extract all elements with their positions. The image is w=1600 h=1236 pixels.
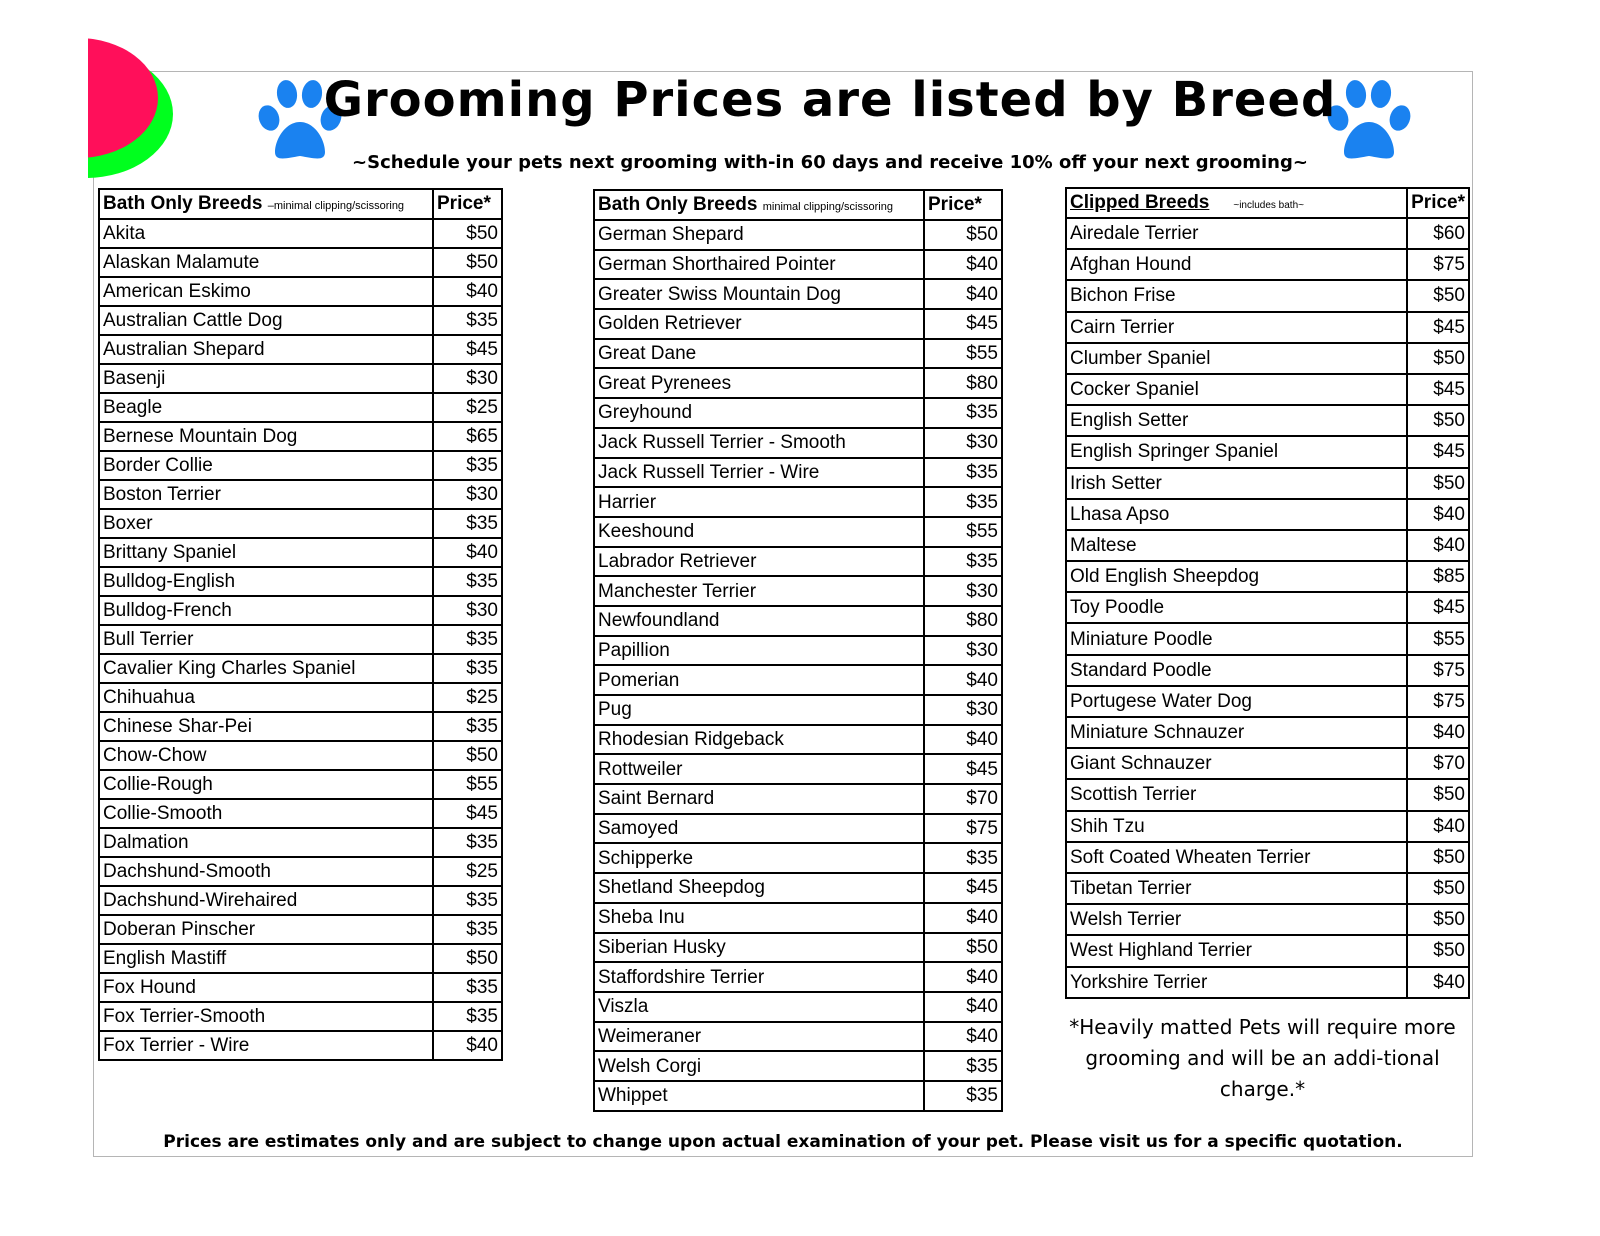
table-row: [99, 857, 502, 886]
breed-price: $40: [924, 279, 1002, 309]
breed-name: Cavalier King Charles Spaniel: [99, 654, 433, 683]
breed-price: $55: [1407, 623, 1469, 654]
breed-price: $80: [924, 368, 1002, 398]
breed-name: Jack Russell Terrier - Wire: [594, 458, 924, 488]
table-row: [99, 393, 502, 422]
breed-name: Scottish Terrier: [1066, 779, 1407, 810]
breed-name: Bichon Frise: [1066, 280, 1407, 311]
breed-price: $85: [1407, 561, 1469, 592]
breed-name: West Highland Terrier: [1066, 935, 1407, 966]
breed-name: Weimeraner: [594, 1022, 924, 1052]
table-row: [99, 509, 502, 538]
breed-price: $45: [433, 799, 502, 828]
page-title: Grooming Prices are listed by Breed: [323, 72, 1337, 128]
table-row: [1066, 967, 1469, 998]
breed-price: $70: [1407, 748, 1469, 779]
table-row: [1066, 717, 1469, 748]
breed-price: $75: [1407, 686, 1469, 717]
breed-price: $45: [924, 754, 1002, 784]
breed-name: Bernese Mountain Dog: [99, 422, 433, 451]
breed-name: Siberian Husky: [594, 933, 924, 963]
table-header-row: [1066, 188, 1469, 218]
breed-price: $40: [1407, 967, 1469, 998]
breed-name: Afghan Hound: [1066, 249, 1407, 280]
table-row: [594, 636, 1002, 666]
table-row: [99, 770, 502, 799]
bath-only-breeds-table-1: [98, 188, 503, 1061]
table-row: [594, 606, 1002, 636]
breed-price: $55: [433, 770, 502, 799]
breed-price: $50: [433, 741, 502, 770]
table-row: [1066, 343, 1469, 374]
breed-price: $35: [433, 567, 502, 596]
table-row: [594, 398, 1002, 428]
breed-price: $30: [924, 428, 1002, 458]
breed-name: Bulldog-English: [99, 567, 433, 596]
breed-name: Labrador Retriever: [594, 547, 924, 577]
breed-name: Cairn Terrier: [1066, 312, 1407, 343]
table-row: [1066, 592, 1469, 623]
table-row: [99, 683, 502, 712]
breed-name: Great Dane: [594, 339, 924, 369]
breed-name: Tibetan Terrier: [1066, 873, 1407, 904]
breed-name: Greater Swiss Mountain Dog: [594, 279, 924, 309]
breed-name: Staffordshire Terrier: [594, 962, 924, 992]
table-row: [1066, 530, 1469, 561]
table-row: [594, 695, 1002, 725]
breed-name: Chow-Chow: [99, 741, 433, 770]
table-row: [594, 903, 1002, 933]
breed-price: $40: [1407, 811, 1469, 842]
table-row: [594, 873, 1002, 903]
table-header-row: [99, 189, 502, 219]
breed-name: Schipperke: [594, 843, 924, 873]
breed-name: Shih Tzu: [1066, 811, 1407, 842]
table-row: [594, 962, 1002, 992]
breed-price: $50: [1407, 873, 1469, 904]
breed-name: Standard Poodle: [1066, 655, 1407, 686]
table-row: [594, 279, 1002, 309]
table-row: [594, 1081, 1002, 1111]
breed-name: English Springer Spaniel: [1066, 436, 1407, 467]
table-row: [1066, 623, 1469, 654]
breed-price: $40: [433, 1031, 502, 1060]
breed-name: Dachshund-Smooth: [99, 857, 433, 886]
breed-name: Rhodesian Ridgeback: [594, 725, 924, 755]
breed-name: Jack Russell Terrier - Smooth: [594, 428, 924, 458]
breed-price: $35: [924, 547, 1002, 577]
breed-price: $50: [924, 933, 1002, 963]
breed-price: $80: [924, 606, 1002, 636]
table-row: [1066, 873, 1469, 904]
breed-column-header: Bath Only Breeds minimal clipping/scissoring: [594, 190, 924, 220]
breed-name: Cocker Spaniel: [1066, 374, 1407, 405]
breed-name: Clumber Spaniel: [1066, 343, 1407, 374]
table-row: [594, 576, 1002, 606]
breed-name: Airedale Terrier: [1066, 218, 1407, 249]
breed-price: $25: [433, 857, 502, 886]
table-row: [1066, 655, 1469, 686]
table-row: [594, 428, 1002, 458]
breed-price: $30: [433, 596, 502, 625]
breed-name: Fox Terrier-Smooth: [99, 1002, 433, 1031]
footer-disclaimer: Prices are estimates only and are subject to change upon actual examination of your pet. Please visit us for a specific quotation.: [163, 1132, 1403, 1152]
breed-name: Brittany Spaniel: [99, 538, 433, 567]
breed-price: $35: [924, 458, 1002, 488]
table-row: [1066, 904, 1469, 935]
clipped-breeds-table: [1065, 187, 1470, 999]
breed-name: Border Collie: [99, 451, 433, 480]
price-column-header: Price*: [433, 189, 502, 219]
table-row: [99, 219, 502, 248]
breed-price: $40: [924, 250, 1002, 280]
breed-name: German Shepard: [594, 220, 924, 250]
breed-price: $50: [1407, 280, 1469, 311]
table-row: [99, 451, 502, 480]
breed-price: $35: [924, 398, 1002, 428]
breed-name: Collie-Rough: [99, 770, 433, 799]
table-row: [594, 992, 1002, 1022]
breed-price: $50: [433, 944, 502, 973]
breed-price: $30: [924, 695, 1002, 725]
breed-name: Shetland Sheepdog: [594, 873, 924, 903]
corner-decoration: [88, 38, 178, 178]
breed-price: $25: [433, 683, 502, 712]
breed-name: Doberan Pinscher: [99, 915, 433, 944]
price-column-header: Price*: [924, 190, 1002, 220]
price-column-header: Price*: [1407, 188, 1469, 218]
table-row: [99, 538, 502, 567]
breed-name: Welsh Terrier: [1066, 904, 1407, 935]
breed-name: Whippet: [594, 1081, 924, 1111]
table-row: [99, 277, 502, 306]
table-row: [1066, 935, 1469, 966]
table-row: [99, 596, 502, 625]
table-row: [99, 741, 502, 770]
breed-price: $35: [433, 915, 502, 944]
breed-name: Fox Terrier - Wire: [99, 1031, 433, 1060]
table-row: [594, 784, 1002, 814]
breed-name: Dachshund-Wirehaired: [99, 886, 433, 915]
table-row: [99, 306, 502, 335]
breed-price: $40: [924, 992, 1002, 1022]
breed-price: $40: [1407, 717, 1469, 748]
table-row: [594, 814, 1002, 844]
table-row: [594, 1051, 1002, 1081]
table-row: [594, 220, 1002, 250]
breed-price: $75: [924, 814, 1002, 844]
breed-price: $35: [924, 487, 1002, 517]
breed-name: Manchester Terrier: [594, 576, 924, 606]
breed-name: Pomerian: [594, 665, 924, 695]
breed-price: $40: [1407, 499, 1469, 530]
table-row: [594, 250, 1002, 280]
breed-price: $35: [433, 828, 502, 857]
breed-name: English Setter: [1066, 405, 1407, 436]
breed-price: $70: [924, 784, 1002, 814]
breed-price: $35: [433, 451, 502, 480]
breed-price: $35: [433, 509, 502, 538]
breed-name: Beagle: [99, 393, 433, 422]
breed-name: Australian Cattle Dog: [99, 306, 433, 335]
table-row: [1066, 218, 1469, 249]
breed-column-header: Bath Only Breeds –minimal clipping/scissoring: [99, 189, 433, 219]
table-row: [99, 973, 502, 1002]
breed-name: Bull Terrier: [99, 625, 433, 654]
breed-name: Soft Coated Wheaten Terrier: [1066, 842, 1407, 873]
breed-price: $45: [1407, 592, 1469, 623]
breed-name: Great Pyrenees: [594, 368, 924, 398]
breed-name: Sheba Inu: [594, 903, 924, 933]
breed-price: $35: [433, 712, 502, 741]
breed-name: Bulldog-French: [99, 596, 433, 625]
breed-name: Miniature Poodle: [1066, 623, 1407, 654]
breed-price: $40: [433, 277, 502, 306]
breed-price: $55: [924, 339, 1002, 369]
breed-name: Old English Sheepdog: [1066, 561, 1407, 592]
table-row: [1066, 436, 1469, 467]
table-row: [1066, 312, 1469, 343]
table-row: [594, 547, 1002, 577]
breed-name: Collie-Smooth: [99, 799, 433, 828]
breed-price: $30: [924, 576, 1002, 606]
table-row: [99, 654, 502, 683]
table-row: [99, 799, 502, 828]
table-row: [594, 665, 1002, 695]
table-row: [99, 248, 502, 277]
breed-name: Harrier: [594, 487, 924, 517]
breed-name: Giant Schnauzer: [1066, 748, 1407, 779]
breed-name: Rottweiler: [594, 754, 924, 784]
table-row: [99, 567, 502, 596]
breed-price: $40: [924, 665, 1002, 695]
breed-price: $35: [433, 306, 502, 335]
breed-name: Toy Poodle: [1066, 592, 1407, 623]
breed-price: $35: [924, 1081, 1002, 1111]
table-row: [99, 915, 502, 944]
breed-name: Golden Retriever: [594, 309, 924, 339]
breed-name: Basenji: [99, 364, 433, 393]
breed-price: $30: [924, 636, 1002, 666]
breed-price: $50: [1407, 468, 1469, 499]
table-row: [594, 725, 1002, 755]
table-row: [594, 517, 1002, 547]
breed-name: Chinese Shar-Pei: [99, 712, 433, 741]
breed-price: $35: [924, 1051, 1002, 1081]
breed-price: $35: [433, 654, 502, 683]
breed-price: $75: [1407, 249, 1469, 280]
table-row: [594, 309, 1002, 339]
breed-price: $50: [433, 219, 502, 248]
breed-price: $50: [924, 220, 1002, 250]
breed-name: Pug: [594, 695, 924, 725]
table-row: [99, 944, 502, 973]
breed-price: $50: [1407, 935, 1469, 966]
breed-name: Alaskan Malamute: [99, 248, 433, 277]
table-row: [99, 1002, 502, 1031]
breed-price: $25: [433, 393, 502, 422]
breed-price: $45: [1407, 436, 1469, 467]
table-row: [594, 933, 1002, 963]
breed-price: $35: [433, 625, 502, 654]
breed-name: Welsh Corgi: [594, 1051, 924, 1081]
breed-price: $30: [433, 480, 502, 509]
breed-price: $50: [1407, 842, 1469, 873]
breed-price: $50: [1407, 779, 1469, 810]
breed-price: $40: [433, 538, 502, 567]
breed-name: Newfoundland: [594, 606, 924, 636]
breed-price: $40: [924, 1022, 1002, 1052]
breed-column-header: Clipped Breeds ~includes bath~: [1066, 188, 1407, 218]
breed-name: Papillion: [594, 636, 924, 666]
breed-price: $45: [433, 335, 502, 364]
breed-price: $45: [1407, 312, 1469, 343]
breed-price: $60: [1407, 218, 1469, 249]
breed-price: $35: [433, 886, 502, 915]
breed-price: $40: [1407, 530, 1469, 561]
breed-price: $65: [433, 422, 502, 451]
breed-price: $50: [433, 248, 502, 277]
table-header-row: [594, 190, 1002, 220]
breed-price: $40: [924, 725, 1002, 755]
breed-name: Akita: [99, 219, 433, 248]
breed-name: Viszla: [594, 992, 924, 1022]
table-row: [99, 364, 502, 393]
breed-price: $45: [924, 873, 1002, 903]
table-row: [594, 843, 1002, 873]
table-row: [594, 754, 1002, 784]
breed-name: German Shorthaired Pointer: [594, 250, 924, 280]
breed-name: Keeshound: [594, 517, 924, 547]
table-row: [594, 458, 1002, 488]
breed-price: $50: [1407, 343, 1469, 374]
table-row: [1066, 499, 1469, 530]
breed-name: Fox Hound: [99, 973, 433, 1002]
breed-price: $40: [924, 903, 1002, 933]
breed-price: $50: [1407, 904, 1469, 935]
table-row: [99, 335, 502, 364]
breed-name: Yorkshire Terrier: [1066, 967, 1407, 998]
breed-name: Miniature Schnauzer: [1066, 717, 1407, 748]
breed-price: $75: [1407, 655, 1469, 686]
table-row: [1066, 374, 1469, 405]
table-row: [594, 487, 1002, 517]
table-row: [99, 480, 502, 509]
breed-name: Lhasa Apso: [1066, 499, 1407, 530]
table-row: [1066, 811, 1469, 842]
breed-name: Portugese Water Dog: [1066, 686, 1407, 717]
table-row: [99, 1031, 502, 1060]
table-row: [1066, 686, 1469, 717]
breed-name: Samoyed: [594, 814, 924, 844]
matted-pets-note: *Heavily matted Pets will require more grooming and will be an addi-tional charge.*: [1069, 1015, 1456, 1101]
breed-price: $45: [1407, 374, 1469, 405]
breed-name: Boston Terrier: [99, 480, 433, 509]
breed-price: $30: [433, 364, 502, 393]
breed-name: Maltese: [1066, 530, 1407, 561]
breed-name: Dalmation: [99, 828, 433, 857]
table-row: [99, 828, 502, 857]
breed-name: Chihuahua: [99, 683, 433, 712]
breed-price: $35: [924, 843, 1002, 873]
table-row: [99, 712, 502, 741]
table-row: [1066, 748, 1469, 779]
table-row: [594, 1022, 1002, 1052]
breed-price: $35: [433, 1002, 502, 1031]
page-subtitle: ~Schedule your pets next grooming with-in 60 days and receive 10% off your next grooming~: [352, 152, 1308, 173]
breed-name: Irish Setter: [1066, 468, 1407, 499]
breed-name: American Eskimo: [99, 277, 433, 306]
table-row: [1066, 842, 1469, 873]
table-row: [99, 886, 502, 915]
breed-price: $35: [433, 973, 502, 1002]
table-row: [594, 339, 1002, 369]
table-row: [1066, 779, 1469, 810]
breed-price: $55: [924, 517, 1002, 547]
breed-price: $40: [924, 962, 1002, 992]
table-row: [1066, 468, 1469, 499]
bath-only-breeds-table-2: [593, 189, 1003, 1112]
breed-price: $50: [1407, 405, 1469, 436]
breed-name: English Mastiff: [99, 944, 433, 973]
breed-name: Saint Bernard: [594, 784, 924, 814]
breed-name: Greyhound: [594, 398, 924, 428]
breed-name: Australian Shepard: [99, 335, 433, 364]
table-row: [1066, 561, 1469, 592]
table-row: [99, 422, 502, 451]
table-row: [99, 625, 502, 654]
table-row: [1066, 280, 1469, 311]
breed-name: Boxer: [99, 509, 433, 538]
table-row: [594, 368, 1002, 398]
table-row: [1066, 405, 1469, 436]
breed-price: $45: [924, 309, 1002, 339]
table-row: [1066, 249, 1469, 280]
